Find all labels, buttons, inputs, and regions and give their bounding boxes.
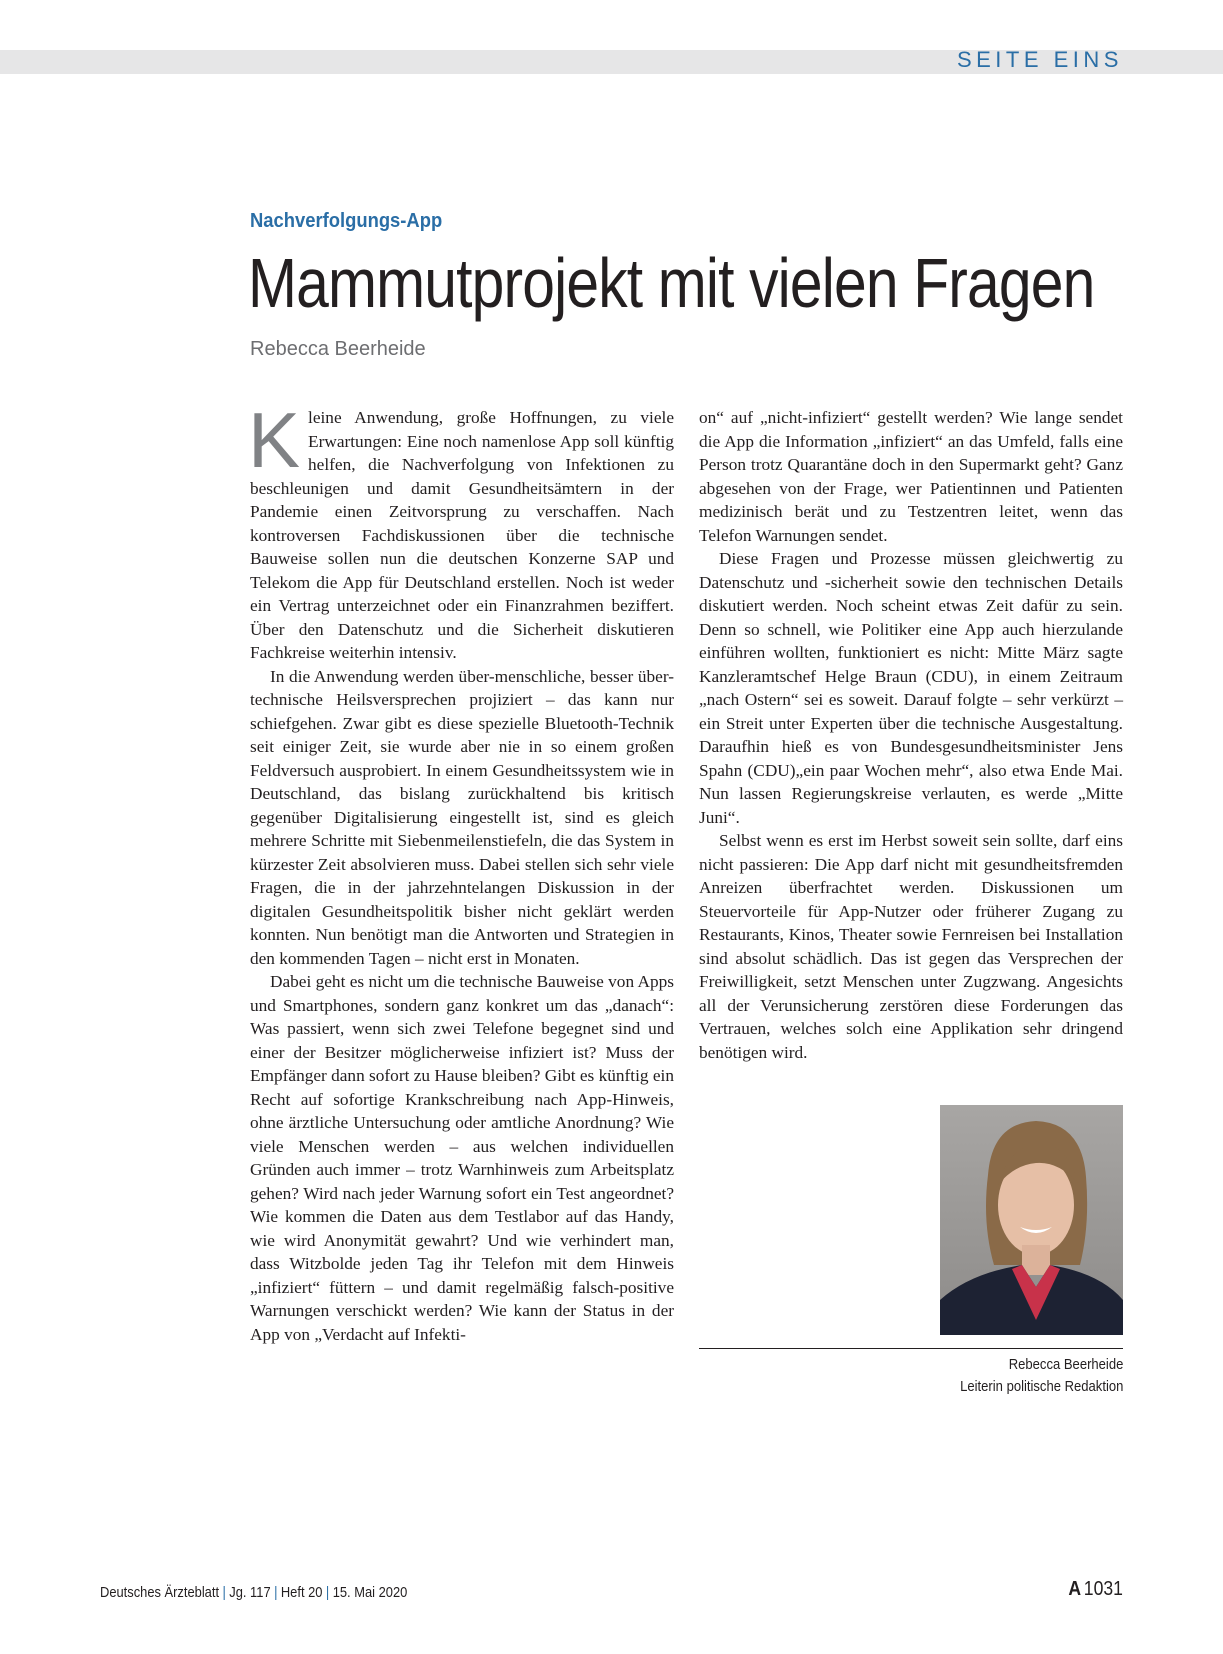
caption-role: Leiterin politische Redaktion [959,1379,1123,1395]
page-number-value: 1031 [1083,1578,1123,1600]
paragraph: Selbst wenn es erst im Herbst soweit sein sollte, darf eins nicht passieren: Die App darf nicht mit gesundheitsfremden Anreizen überfrachtet werden. Diskussionen um Steuervorteile für App-Nutzer oder früherer Zugang zu Restaurants, Kinos, Theater sowie Fernreisen bei Installation sind absolut schädlich. Das ist gegen das Versprechen der Freiwilligkeit, setzt Menschen unter Zugzwang. Angesichts all der Verunsicherung zerstören diese Forderungen das Vertrauen, welches solch eine Applikation sehr dringend benötigen wird. [699,831,1123,1062]
drop-cap: K [248,396,301,484]
footer-separator: | [274,1584,278,1601]
author-portrait-photo [940,1105,1123,1335]
paragraph: In die Anwendung werden über-menschliche, besser über-technische Heilsversprechen projiziert – das kann nur schiefgehen. Zwar gibt es diese spezielle Bluetooth-Technik seit einiger Zeit, sie wurde aber nie in so einem großen Feldversuch ausprobiert. In einem Gesundheitssystem wie in Deutschland, das bislang zurückhaltend bis kritisch gegenüber Digitalisierung eingestellt ist, sind es gleich mehrere Schritte mit Siebenmeilenstiefeln, die das System in kürzester Zeit absolvieren muss. Dabei stellen sich sehr viele Fragen, die in der jahrzehntelangen Diskussion in der digitalen Gesundheitspolitik bisher nicht geklärt werden konnten. Nun benötigt man die Antworten und Strategien in den kommenden Tagen – nicht erst in Monaten. [250,666,674,968]
footer-issue: Heft 20 [280,1584,323,1601]
page-number [1068,1578,1123,1601]
article-column-right [699,406,1123,1064]
footer-date: 15. Mai 2020 [332,1584,408,1601]
page-prefix: A [1068,1578,1082,1600]
footer-volume: Jg. 117 [229,1584,271,1601]
footer-separator: | [222,1584,226,1601]
portrait-illustration [940,1105,1123,1335]
section-label: SEITE EINS [956,47,1123,72]
footer-citation [100,1584,407,1601]
caption-name: Rebecca Beerheide [1008,1357,1123,1373]
footer-separator: | [325,1584,330,1601]
article-author: Rebecca Beerheide [250,338,426,360]
caption-rule [699,1348,1123,1349]
article-column-left [248,396,674,1346]
article-kicker: Nachverfolgungs-App [250,210,443,232]
paragraph: Diese Fragen und Prozesse müssen gleichwertig zu Datenschutz und -sicherheit sowie den technischen Details diskutiert werden. Noch scheint etwas Zeit dafür zu sein. Denn so schnell, wie Politiker eine App auch hierzulande einführen wollten, funktioniert es nicht: Mitte März sagte Kanzleramtschef Helge Braun (CDU), in einem Zeitraum „nach Ostern“ sei es soweit. Darauf folgte – sehr verkürzt – ein Streit unter Experten über die technische Ausgestaltung. Daraufhin hieß es von Bundesgesundheitsminister Jens Spahn (CDU)„ein paar Wochen mehr“, also etwa Ende Mai. Nun lassen Regierungskreise verlauten, es werde „Mitte Juni“. [699,549,1123,827]
paragraph: on“ auf „nicht-infiziert“ gestellt werden? Wie lange sendet die App die Information „infiziert“ an das Umfeld, falls eine Person trotz Quarantäne doch in den Supermarkt geht? Ganz abgesehen von der Frage, wer Patientinnen und Patienten medizinisch berät und zu Testzentren leitet, wenn das Telefon Warnungen sendet. [699,408,1123,545]
article-title: Mammutprojekt mit vielen Fragen [248,244,1095,322]
photo-caption [942,1354,1123,1398]
paragraph: leine Anwendung, große Hoffnungen, zu viele Erwartungen: Eine noch namenlose App soll künftig helfen, die Nachverfolgung von Infektionen zu beschleunigen und damit Gesundheitsämtern in der Pandemie einen Zeitvorsprung zu verschaffen. Nach kontroversen Fachdiskussionen über die technische Bauweise sollen nun die deutschen Konzerne SAP und Telekom die App für Deutschland erstellen. Noch ist weder ein Vertrag unterzeichnet oder ein Finanzrahmen beziffert. Über den Datenschutz und die Sicherheit diskutieren Fachkreise weiterhin intensiv. [250,408,674,662]
paragraph: Dabei geht es nicht um die technische Bauweise von Apps und Smartphones, sondern ganz konkret um das „danach“: Was passiert, wenn sich zwei Telefone begegnet sind und einer der Besitzer möglicherweise infiziert ist? Muss der Empfänger dann sofort zu Hause bleiben? Gibt es künftig ein Recht auf sofortige Krankschreibung nach App-Hinweis, ohne ärztliche Untersuchung oder amtliche Anordnung? Wie viele Menschen werden – aus welchen individuellen Gründen auch immer – trotz Warnhinweis zum Arbeitsplatz gehen? Wird nach jeder Warnung sofort ein Test angeordnet? Wie kommen die Daten aus dem Testlabor auf das Handy, wie wird Anonymität gewahrt? Und wie verhindert man, dass Witzbolde jeden Tag ihr Telefon mit dem Hinweis „infiziert“ füttern – und damit regelmäßig falsch-positive Warnungen verschickt werden? Wie kann der Status in der App von „Verdacht auf Infekti- [250,972,674,1344]
footer-journal: Deutsches Ärzteblatt [100,1584,220,1601]
